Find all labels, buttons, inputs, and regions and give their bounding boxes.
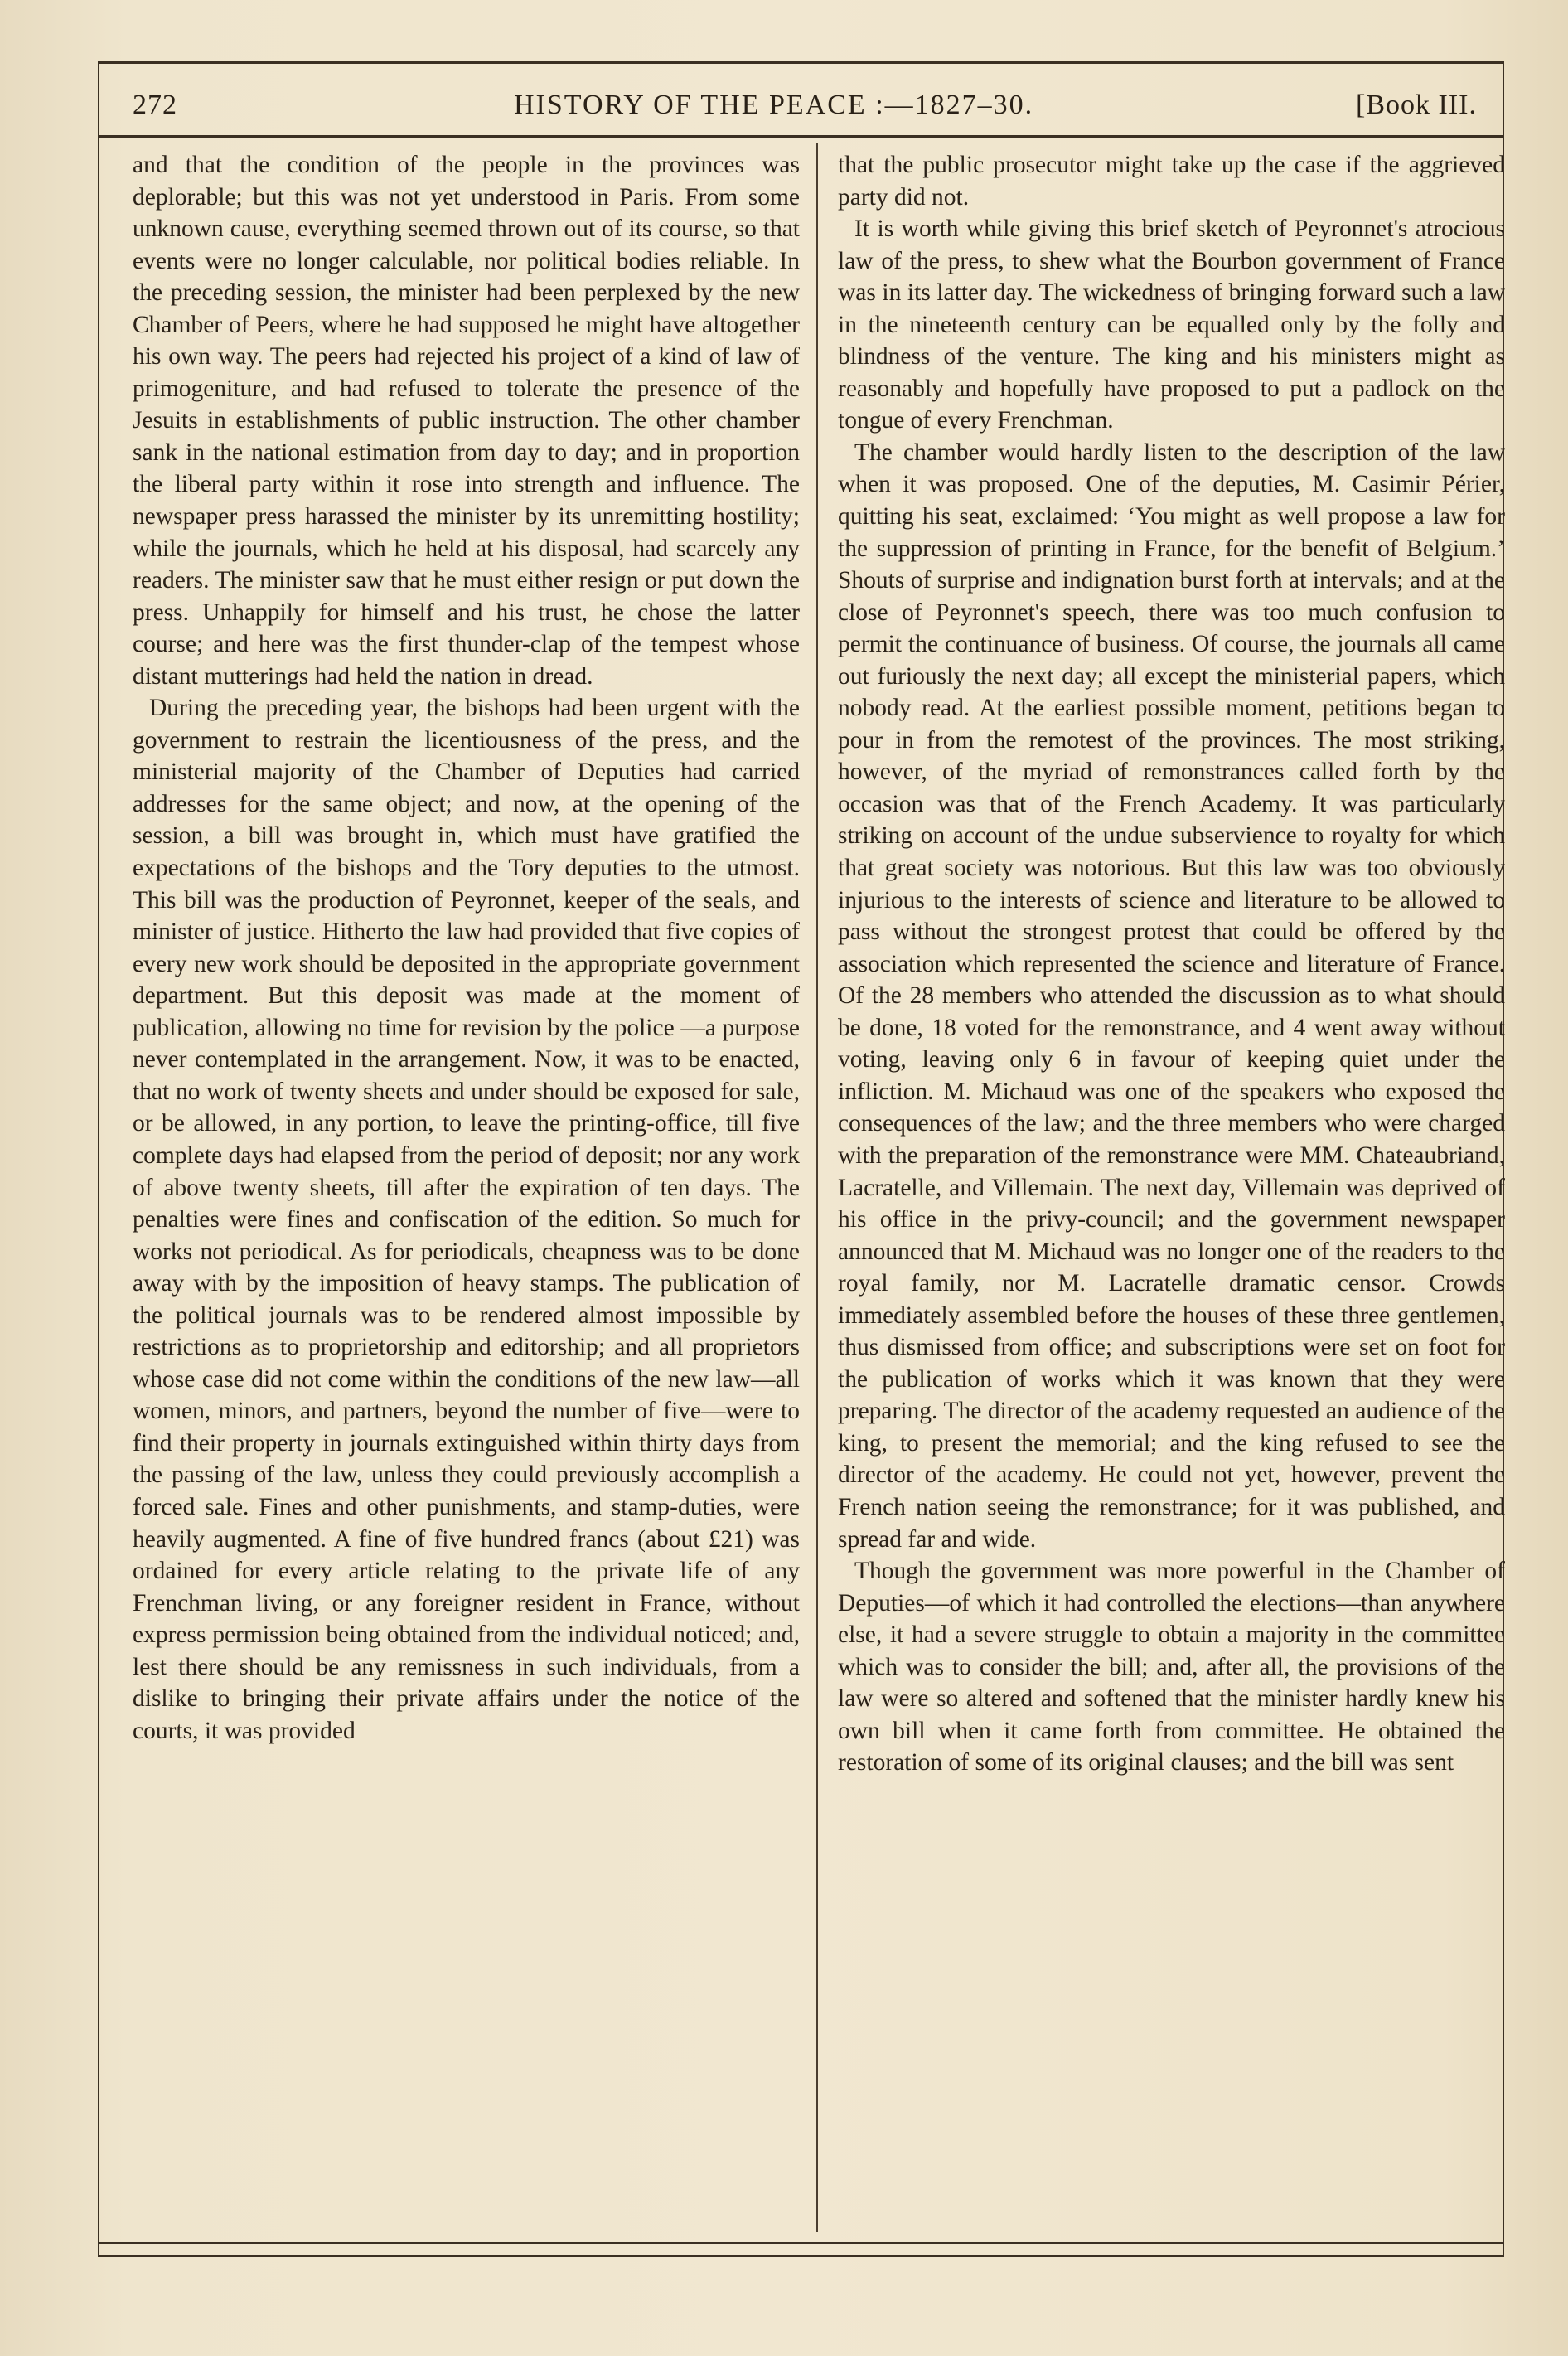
right-column	[838, 149, 1505, 1779]
paragraph: During the preceding year, the bishops had been urgent with the government to restrain the licentiousness of the press, and the ministerial majority of the Chamber of Deputies had carried addresses for the same object; and now, at the opening of the session, a bill was brought in, which must have gratified the expectations of the bishops and the Tory deputies to the utmost. This bill was the production of Peyronnet, keeper of the seals, and minister of justice. Hitherto the law had provided that five copies of every new work should be deposited in the appropriate government department. But this deposit was made at the moment of publication, allowing no time for revision by the police —a purpose never contemplated in the arrangement. Now, it was to be enacted, that no work of twenty sheets and under should be exposed for sale, or be allowed, in any portion, to leave the printing-office, till five complete days had elapsed from the period of deposit; nor any work of above twenty sheets, till after the expiration of ten days. The penalties were fines and confiscation of the edition. So much for works not periodical. As for periodicals, cheapness was to be done away with by the imposition of heavy stamps. The publication of the political journals was to be rendered almost impossible by restrictions as to proprietorship and editorship; and all proprietors whose case did not come within the conditions of the new law—all women, minors, and partners, beyond the number of five—were to find their property in journals extinguished within thirty days from the passing of the law, unless they could previously accomplish a forced sale. Fines and other punishments, and stamp-duties, were heavily augmented. A fine of five hundred francs (about £21) was ordained for every article relating to the private life of any Frenchman living, or any foreigner resident in France, without express permission being obtained from the individual noticed; and, lest there should be any remissness in such individuals, from a dislike to bringing their private affairs under the notice of the courts, it was provided	[133, 695, 800, 1744]
paragraph: Though the government was more powerful in the Chamber of Deputies—of which it had controlled the elections—than anywhere else, it had a severe struggle to obtain a majority in the committee which was to consider the bill; and, after all, the provisions of the law were so altered and softened that the minister hardly knew his own bill when it came forth from committee. He obtained the restoration of some of its original clauses; and the bill was sent	[838, 1558, 1505, 1777]
paragraph: that the public prosecutor might take up the case if the aggrieved party did not.	[838, 152, 1505, 211]
book-label: [Book III.	[1356, 90, 1477, 120]
paragraph: and that the condition of the people in the provinces was deplorable; but this was not yet understood in Paris. From some unknown cause, everything seemed thrown out of its course, so that events were no longer calculable, nor political bodies reliable. In the preceding session, the minister had been perplexed by the new Chamber of Peers, where he had supposed he might have altogether his own way. The peers had rejected his project of a kind of law of primogeniture, and had refused to tolerate the presence of the Jesuits in establishments of public instruction. The other chamber sank in the national estimation from day to day; and in proportion the liberal party within it rose into strength and influence. The newspaper press harassed the minister by its unremitting hostility; while the journals, which he held at his disposal, had scarcely any readers. The minister saw that he must either resign or put down the press. Unhappily for himself and his trust, he chose the latter course; and here was the first thunder-clap of the tempest whose distant mutterings had held the nation in dread.	[133, 152, 800, 690]
page-number: 272	[133, 90, 177, 120]
column-divider	[816, 143, 818, 2232]
header-rule	[98, 135, 1504, 138]
footer-rule	[98, 2242, 1504, 2244]
running-header	[133, 86, 1500, 128]
paragraph: It is worth while giving this brief sketch of Peyronnet's atrocious law of the press, to shew what the Bourbon government of France was in its latter day. The wickedness of bringing forward such a law in the nineteenth century can be equalled only by the folly and blindness of the venture. The king and his ministers might as reasonably and hopefully have proposed to put a padlock on the tongue of every Frenchman.	[838, 216, 1505, 434]
paragraph: The chamber would hardly listen to the description of the law when it was proposed. One of the deputies, M. Casimir Périer, quitting his seat, exclaimed: ‘You might as well propose a law for the suppression of printing in France, for the benefit of Belgium.’ Shouts of surprise and indignation burst forth at intervals; and at the close of Peyronnet's speech, there was too much confusion to permit the continuance of business. Of course, the journals all came out furiously the next day; all except the ministerial papers, which nobody read. At the earliest possible moment, petitions began to pour in from the remotest of the provinces. The most striking, however, of the myriad of remonstrances called forth by the occasion was that of the French Academy. It was particularly striking on account of the undue subservience to royalty for which that great society was notorious. But this law was too obviously injurious to the interests of science and literature to be allowed to pass without the strongest protest that could be offered by the association which represented the science and literature of France. Of the 28 members who attended the discussion as to what should be done, 18 voted for the remonstrance, and 4 went away without voting, leaving only 6 in favour of keeping quiet under the infliction. M. Michaud was one of the speakers who exposed the consequences of the law; and the three members who were charged with the preparation of the remonstrance were MM. Chateaubriand, Lacratelle, and Villemain. The next day, Villemain was deprived of his office in the privy-council; and the government newspaper announced that M. Michaud was no longer one of the readers to the royal family, nor M. Lacratelle dramatic censor. Crowds immediately assembled before the houses of these three gentlemen, thus dismissed from office; and subscriptions were set on foot for the publication of works which it was known that they were preparing. The director of the academy requested an audience of the king, to present the memorial; and the king refused to see the director of the academy. He could not yet, however, prevent the French nation seeing the remonstrance; for it was published, and spread far and wide.	[838, 439, 1505, 1553]
running-title: HISTORY OF THE PEACE :—1827–30.	[514, 90, 1034, 120]
left-column	[133, 149, 800, 1747]
